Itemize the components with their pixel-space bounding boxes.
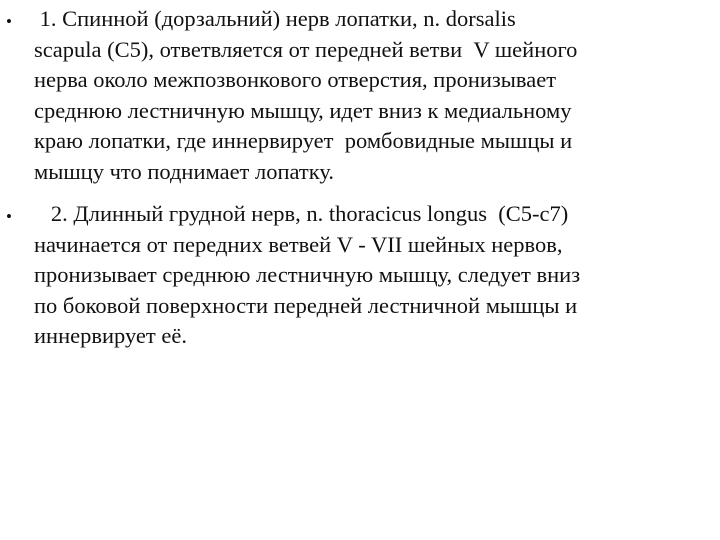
text-line: мышцу что поднимает лопатку. (34, 158, 335, 184)
bullet-icon: • (6, 207, 12, 226)
bullet-text (34, 4, 714, 187)
text-line: 2. Длинный грудной нерв, n. thoracicus longus (C5-c7) (34, 201, 569, 226)
text-line: начинается от передних ветвей V - VII шейных нервов, (34, 231, 563, 257)
text-line: по боковой поверхности передней лестничной мышцы и (34, 292, 578, 318)
bullet-text (34, 199, 714, 352)
text-line: нерва около межпозвонкового отверстия, пронизывает (34, 67, 557, 92)
text-line: 1. Спинной (дорзальний) нерв лопатки, n. dorsalis (34, 6, 516, 31)
text-line: среднюю лестничную мышцу, идет вниз к медиальному (34, 97, 572, 123)
bullet-item-dorsal-scapular-nerve (0, 4, 720, 187)
text-line: иннервирует её. (34, 323, 187, 348)
bullet-item-long-thoracic-nerve (0, 199, 720, 352)
text-line: краю лопатки, где иннервирует ромбовидные мышцы и (34, 128, 573, 153)
text-line: пронизывает среднюю лестничную мышцу, следует вниз (34, 262, 581, 287)
bullet-list (0, 4, 720, 364)
text-line: scapula (C5), ответвляется от передней ветви V шейного (34, 36, 578, 62)
bullet-icon: • (6, 12, 12, 31)
